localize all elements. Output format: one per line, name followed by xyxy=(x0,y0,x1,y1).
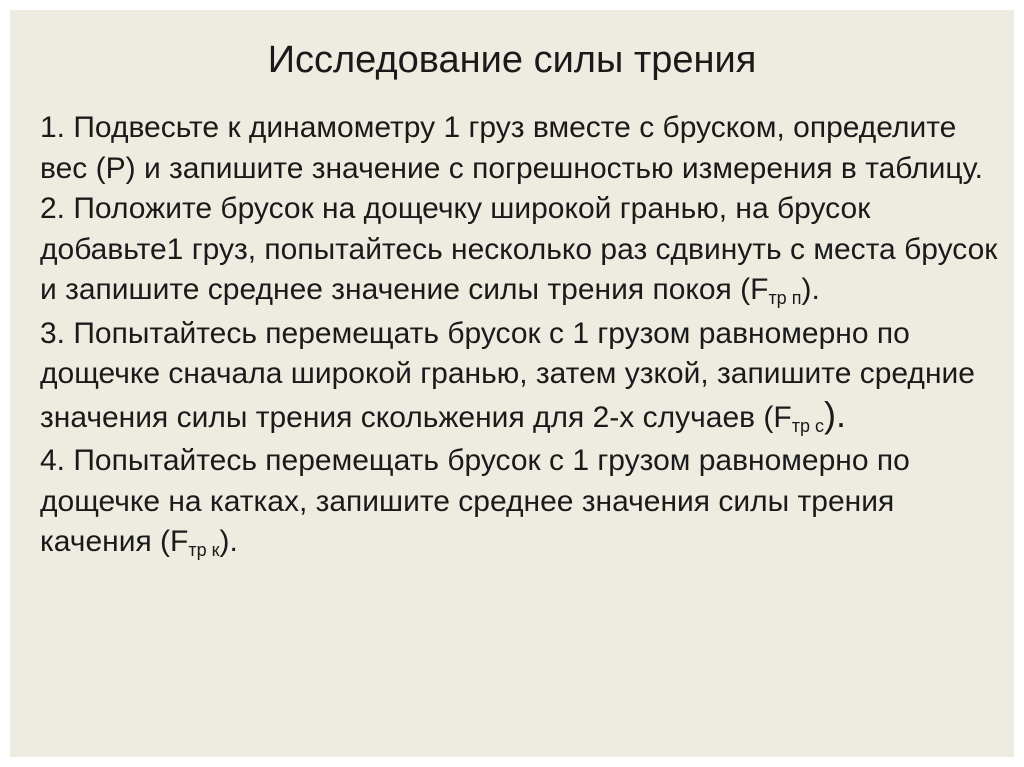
step-3-end: ). xyxy=(823,393,846,435)
slide-body xyxy=(40,108,1000,566)
step-4-text: 4. Попытайтесь перемещать брусок с 1 грузом равномерно по дощечке на катках, запишите среднее значения силы трения качения (F xyxy=(40,444,910,558)
step-2 xyxy=(40,189,1000,314)
step-2-subscript: тр п xyxy=(768,288,802,308)
step-1 xyxy=(40,108,1000,189)
step-2-text: 2. Положите брусок на дощечку широкой гранью, на брусок добавьте1 груз, попытайтесь несколько раз сдвинуть с места брусок и запишите среднее значение силы трения покоя (F xyxy=(40,192,998,306)
step-4-end: ). xyxy=(219,525,238,558)
slide xyxy=(10,10,1014,757)
step-3-text: 3. Попытайтесь перемещать брусок с 1 грузом равномерно по дощечке сначала широкой гранью, затем узкой, запишите средние значения силы трения скольжения для 2-х случаев (F xyxy=(40,316,975,434)
step-2-end: ). xyxy=(801,273,820,306)
step-3 xyxy=(40,314,1000,442)
step-4-subscript: тр к xyxy=(188,540,220,560)
slide-title: Исследование силы трения xyxy=(267,39,757,81)
step-1-text: 1. Подвесьте к динамометру 1 груз вместе с бруском, определите вес (P) и запишите значение с погрешностью измерения в таблицу. xyxy=(40,111,983,185)
step-3-subscript: тр с xyxy=(791,415,824,436)
step-4 xyxy=(40,441,1000,566)
